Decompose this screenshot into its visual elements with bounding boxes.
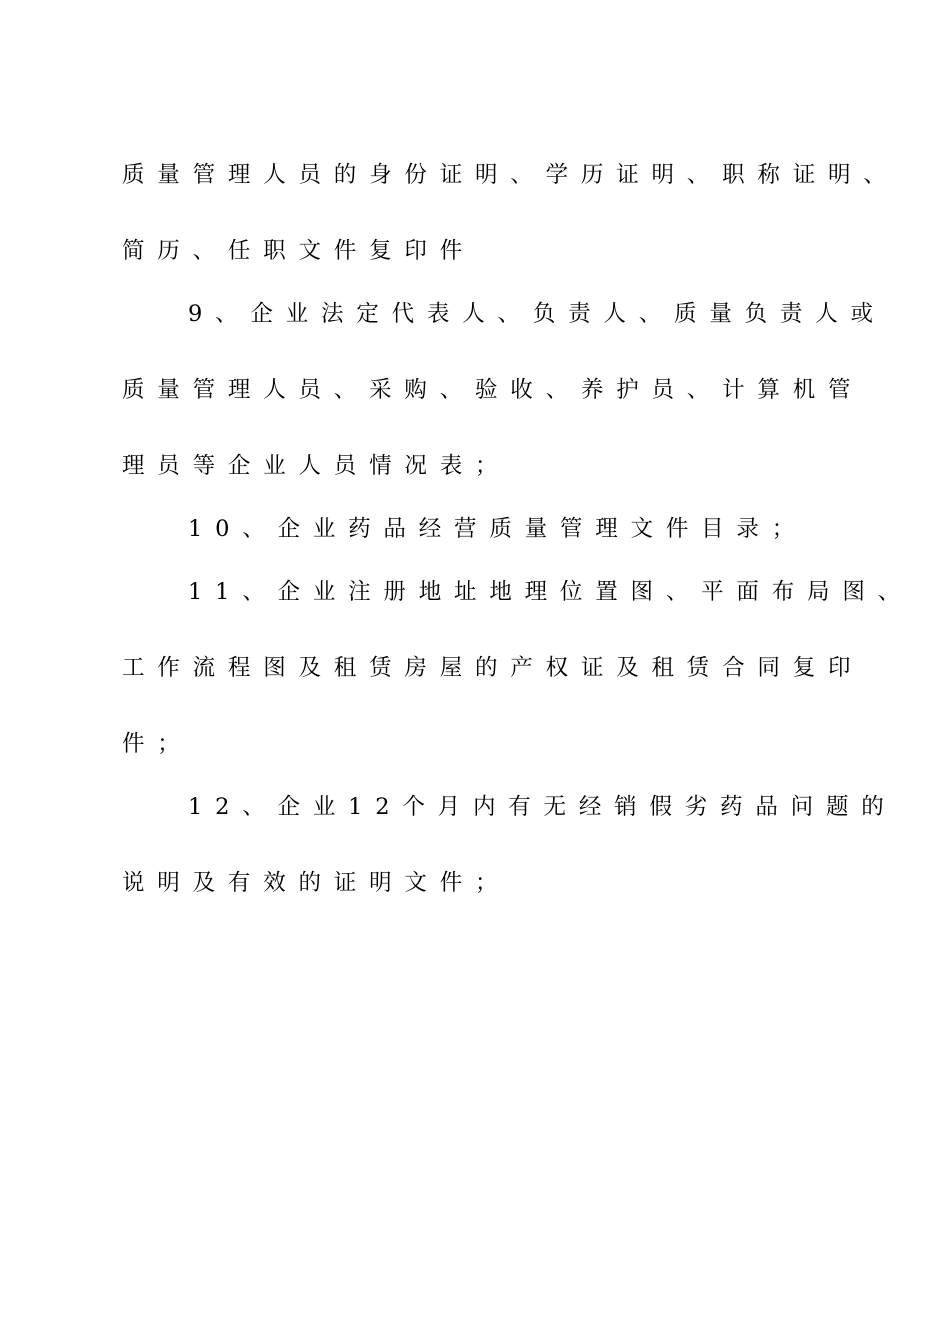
text-line: 质量管理人员的身份证明、学历证明、职称证明、: [122, 162, 899, 188]
item-11-line: 11、企业注册地址地理位置图、平面布局图、: [188, 579, 913, 605]
text-line: 说明及有效的证明文件；: [122, 870, 511, 896]
text-line: 质量管理人员、采购、验收、养护员、计算机管: [122, 377, 864, 403]
text-line: 工作流程图及租赁房屋的产权证及租赁合同复印: [122, 655, 864, 681]
item-10-line: 10、企业药品经营质量管理文件目录；: [188, 516, 808, 542]
text-line: 理员等企业人员情况表；: [122, 453, 511, 479]
text-line: 件；: [122, 731, 193, 757]
text-line: 简历、任职文件复印件: [122, 238, 476, 264]
item-9-line: 9、企业法定代表人、负责人、质量负责人或: [188, 301, 886, 327]
item-12-line: 12、企业12个月内有无经销假劣药品问题的: [188, 794, 897, 820]
